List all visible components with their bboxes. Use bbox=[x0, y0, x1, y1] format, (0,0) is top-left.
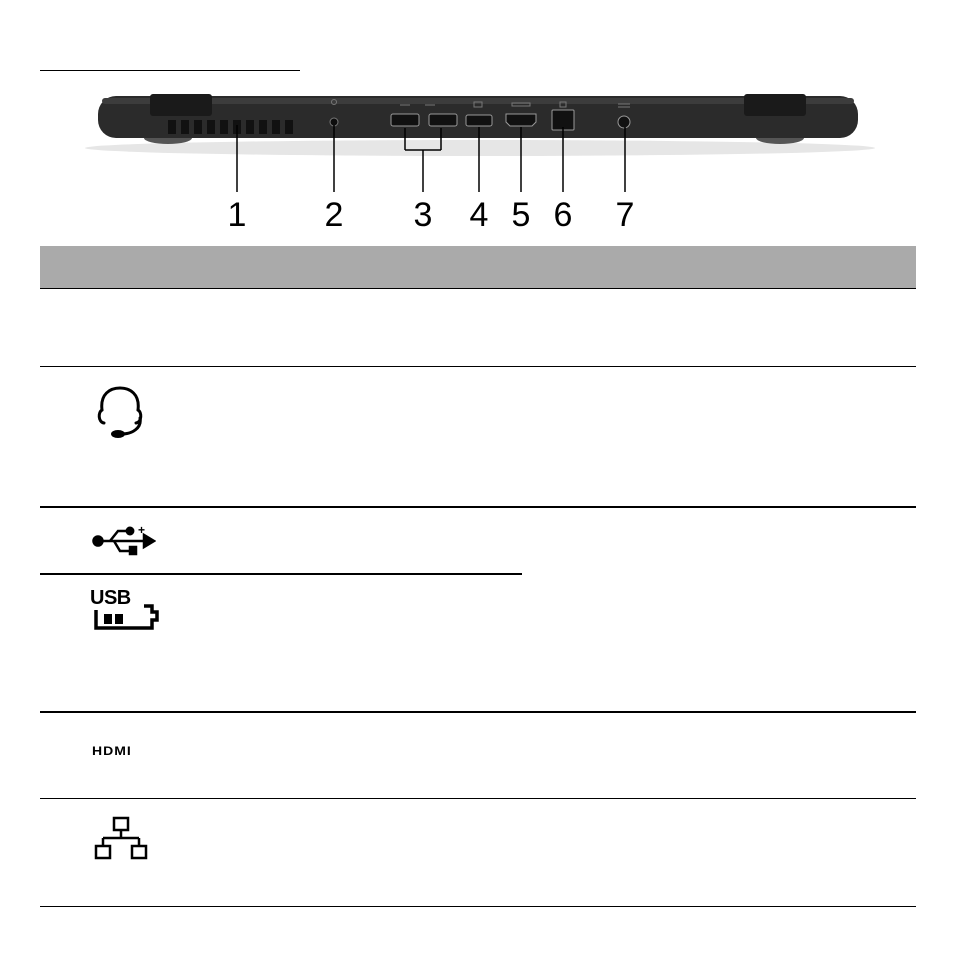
row-divider bbox=[40, 366, 916, 367]
usb-icon-text: USB bbox=[90, 587, 131, 609]
hdmi-icon-text: HDMI bbox=[92, 744, 132, 758]
row-divider bbox=[40, 798, 916, 799]
callout-number: 4 bbox=[469, 196, 489, 234]
callout-number: 1 bbox=[227, 196, 247, 234]
hdmi-logo-icon bbox=[92, 744, 152, 760]
callout-number: 7 bbox=[615, 196, 635, 234]
row-divider bbox=[40, 906, 916, 907]
callout-number: 5 bbox=[511, 196, 531, 234]
usb-power-battery-icon bbox=[90, 587, 162, 632]
usb-trident-icon bbox=[92, 524, 156, 558]
row-divider-partial bbox=[40, 573, 522, 575]
callout-number: 6 bbox=[553, 196, 573, 234]
callout-number: 2 bbox=[324, 196, 344, 234]
row-divider bbox=[40, 506, 916, 508]
callout-number: 3 bbox=[413, 196, 433, 234]
headset-mic-icon bbox=[92, 384, 152, 440]
table-header-rule bbox=[40, 288, 916, 289]
row-divider bbox=[40, 711, 916, 713]
network-icon bbox=[94, 816, 150, 862]
svg-text:+: + bbox=[138, 524, 146, 537]
table-header bbox=[40, 246, 916, 288]
